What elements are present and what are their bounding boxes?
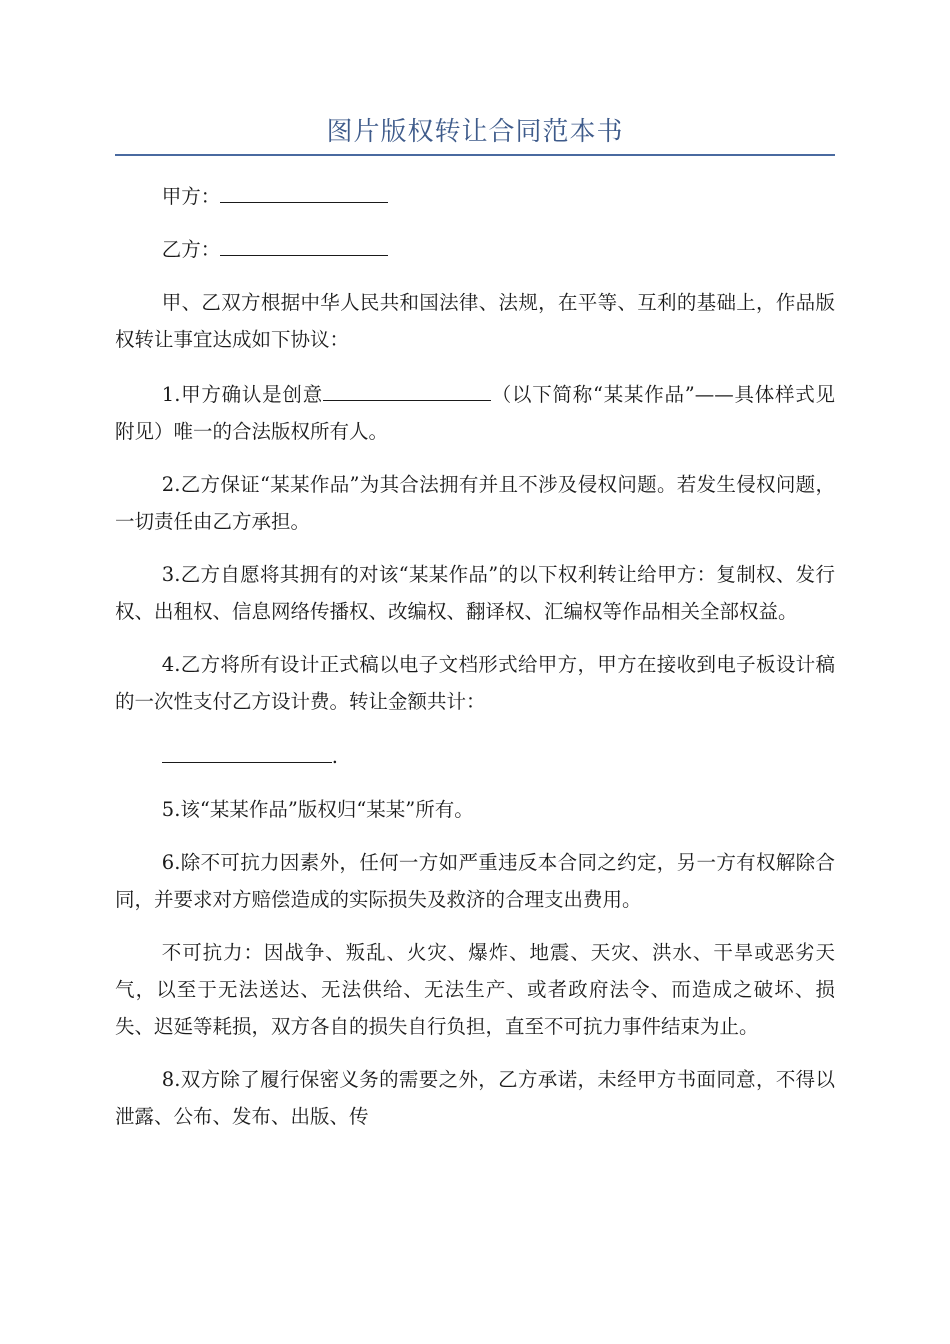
clause-1 xyxy=(115,374,835,450)
party-b-label: 乙方： xyxy=(161,238,221,261)
party-a-label: 甲方： xyxy=(161,185,221,208)
document-body xyxy=(115,176,835,1151)
intro-paragraph: 甲、乙双方根据中华人民共和国法律、法规，在平等、互利的基础上，作品版权转让事宜达成如下协议： xyxy=(115,291,835,351)
clause-1-before: 1.甲方确认是创意 xyxy=(161,383,323,406)
clause-4: 4.乙方将所有设计正式稿以电子文档形式给甲方，甲方在接收到电子板设计稿的一次性支付乙方设计费。转让金额共计： xyxy=(115,653,835,713)
clause-2: 2.乙方保证“某某作品”为其合法拥有并且不涉及侵权问题。若发生侵权问题，一切责任由乙方承担。 xyxy=(115,473,835,533)
amount-suffix: . xyxy=(331,745,338,768)
clause-5: 5.该“某某作品”版权归“某某”所有。 xyxy=(161,798,474,821)
clause-6: 6.除不可抗力因素外，任何一方如严重违反本合同之约定，另一方有权解除合同，并要求对方赔偿造成的实际损失及救济的合理支出费用。 xyxy=(115,851,835,911)
amount-blank xyxy=(162,736,332,763)
clause-1-after: （以下简称“某某作品”——具体样式见附见）唯一的合法版权所有人。 xyxy=(115,383,835,443)
force-majeure-paragraph: 不可抗力：因战争、叛乱、火灾、爆炸、地震、天灾、洪水、干旱或恶劣天气，以至于无法送达、无法供给、无法生产、或者政府法令、而造成之破坏、损失、迟延等耗损，双方各自的损失自行负担，直至不可抗力事件结束为止。 xyxy=(115,941,835,1038)
party-b-line xyxy=(115,229,835,268)
title-underline xyxy=(115,154,835,156)
work-name-blank xyxy=(323,374,491,401)
clause-8: 8.双方除了履行保密义务的需要之外，乙方承诺，未经甲方书面同意，不得以泄露、公布、发布、出版、传 xyxy=(115,1068,835,1128)
document-title: 图片版权转让合同范本书 xyxy=(326,117,624,147)
party-a-blank xyxy=(220,176,388,203)
amount-line xyxy=(115,736,835,775)
party-a-line xyxy=(115,176,835,215)
party-b-blank xyxy=(220,229,388,256)
clause-3: 3.乙方自愿将其拥有的对该“某某作品”的以下权利转让给甲方：复制权、发行权、出租权、信息网络传播权、改编权、翻译权、汇编权等作品相关全部权益。 xyxy=(115,563,835,623)
